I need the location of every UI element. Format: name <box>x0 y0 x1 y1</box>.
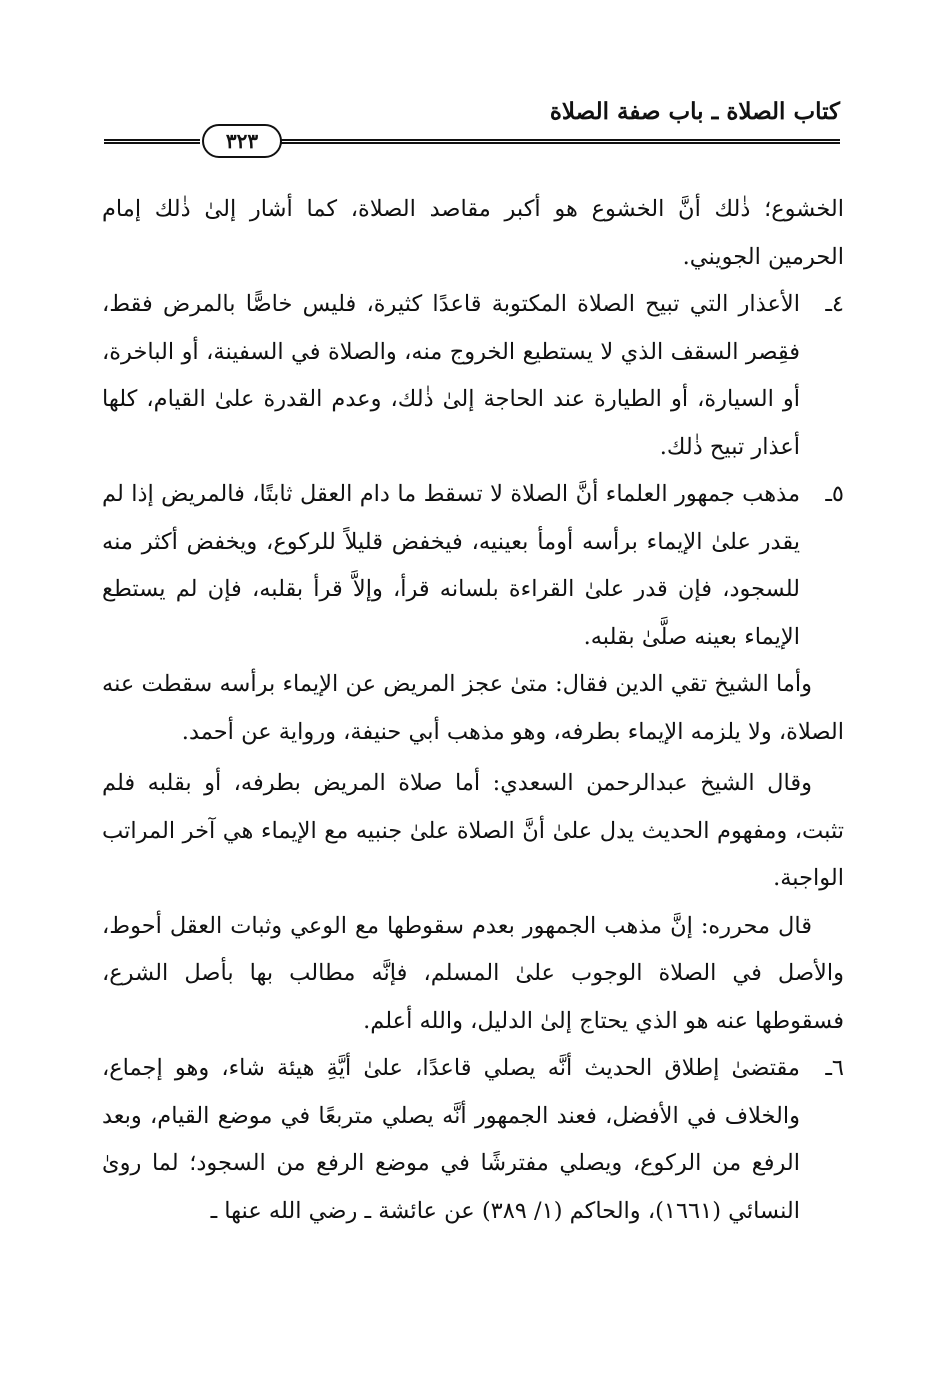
header-rule-right <box>272 139 840 144</box>
item-text: مقتضىٰ إطلاق الحديث أنَّه يصلي قاعدًا، علىٰ أيَّةِ هيئة شاء، وهو إجماع، والخلاف في الأفضل، فعند الجمهور أنَّه يصلي متربعًا في موضع القيام، وبعد الرفع من الركوع، ويصلي مفترشًا في موضع الرفع من السجود؛ لما روىٰ النسائي (١٦٦١)، والحاكم (١/ ٣٨٩) عن عائشة ـ رضي الله عنها ـ <box>102 1055 800 1224</box>
item-number: ٦ـ <box>825 1055 844 1081</box>
item-text: مذهب جمهور العلماء أنَّ الصلاة لا تسقط ما دام العقل ثابتًا، فالمريض إذا لم يقدر علىٰ الإيماء برأسه أومأ بعينيه، فيخفض قليلاً للركوع، ويخفض أكثر منه للسجود، فإن قدر علىٰ القراءة بلسانه قرأ، وإلاَّ قرأ بقلبه، فإن لم يستطع الإيماء بعينه صلَّىٰ بقلبه. <box>102 481 800 650</box>
paragraph-saadi: وقال الشيخ عبدالرحمن السعدي: أما صلاة المريض بطرفه، أو بقلبه فلم تثبت، ومفهوم الحديث يدل علىٰ أنَّ الصلاة علىٰ جنبيه مع الإيماء هي آخر المراتب الواجبة. <box>102 770 844 891</box>
numbered-item-5 <box>102 471 844 661</box>
item-number: ٥ـ <box>825 481 844 507</box>
paragraph-taqi-al-din: وأما الشيخ تقي الدين فقال: متىٰ عجز المريض عن الإيماء برأسه سقطت عنه الصلاة، ولا يلزمه الإيماء بطرفه، وهو مذهب أبي حنيفة، ورواية عن أحمد. <box>102 671 844 745</box>
paragraph-editor-note: قال محرره: إنَّ مذهب الجمهور بعدم سقوطها مع الوعي وثبات العقل أحوط، والأصل في الصلاة الوجوب علىٰ المسلم، فإنَّه مطالب بها بأصل الشرع، فسقوطها عنه هو الذي يحتاج إلىٰ الدليل، والله أعلم. <box>102 912 844 1034</box>
item-text: الأعذار التي تبيح الصلاة المكتوبة قاعدًا كثيرة، فليس خاصًّا بالمرض فقط، فقِصر السقف الذي لا يستطيع الخروج منه، والصلاة في السفينة، أو الباخرة، أو السيارة، أو الطيارة عند الحاجة إلىٰ ذٰلك، وعدم القدرة علىٰ القيام، كلها أعذار تبيح ذٰلك. <box>102 291 800 460</box>
paragraph-continued: الخشوع؛ ذٰلك أنَّ الخشوع هو أكبر مقاصد الصلاة، كما أشار إلىٰ ذٰلك إمام الحرمين الجويني. <box>102 196 844 270</box>
running-head: كتاب الصلاة ـ باب صفة الصلاة <box>549 98 840 125</box>
numbered-item-4 <box>102 281 844 471</box>
item-number: ٤ـ <box>825 291 844 317</box>
header-rule-left <box>104 139 200 144</box>
body-text <box>102 186 844 1235</box>
numbered-item-6 <box>102 1045 844 1235</box>
page-number: ٣٢٣ <box>202 124 282 158</box>
